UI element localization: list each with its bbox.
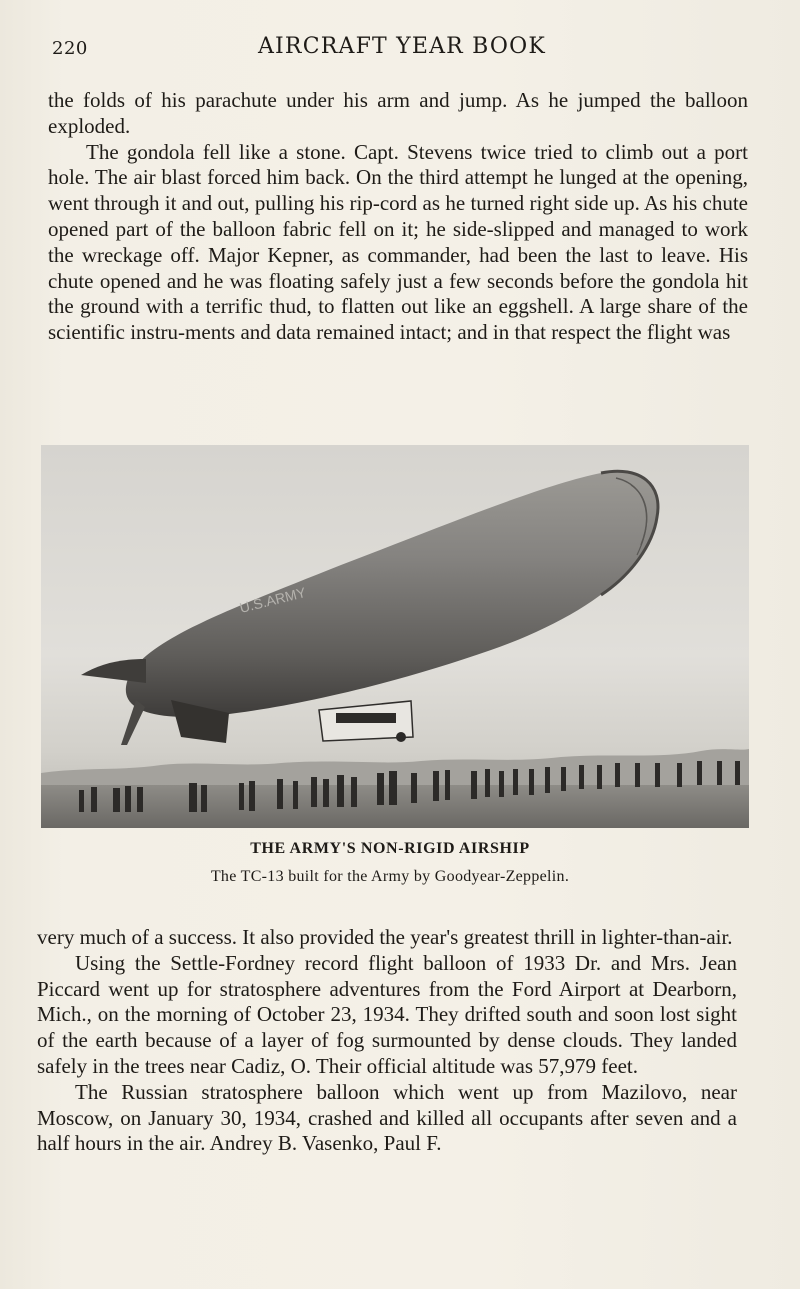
figure-caption-title: THE ARMY'S NON-RIGID AIRSHIP <box>250 840 530 857</box>
airship-photo-illustration <box>41 445 749 828</box>
paragraph-continued: the folds of his parachute under his arm and jump. As he jumped the balloon exploded. <box>48 88 748 138</box>
paragraph-russian-balloon: The Russian stratosphere balloon which went up from Mazilovo, near Moscow, on January 30, 1934, crashed and killed all occupants after seven and a half hours in the air. Andrey B. Vasenko, Paul F. <box>37 1079 737 1156</box>
paragraph-gondola: The gondola fell like a stone. Capt. Stevens twice tried to climb out a port hole. The air blast forced him back. On the third attempt he lunged at the opening, went through it and out, pulling his rip-cord as he turned right side up. As his chute opened part of the balloon fabric fell on it; he side-slipped and managed to work the wreckage off. Major Kepner, as commander, had been the last to leave. His chute opened and he was floating safely just a few seconds before the gondola hit the ground with a terrific thud, to flatten out like an eggshell. A large share of the scientific instru-ments and data remained intact; and in that respect the flight was <box>48 139 748 345</box>
book-title: AIRCRAFT YEAR BOOK <box>257 34 547 59</box>
page-number: 220 <box>52 38 88 59</box>
body-text-bottom <box>37 925 737 1157</box>
airship-photograph <box>41 445 749 828</box>
figure-caption-subtitle: The TC-13 built for the Army by Goodyear-Zeppelin. <box>210 868 570 885</box>
body-text-top <box>48 88 748 346</box>
running-head <box>52 34 752 64</box>
paragraph-success: very much of a success. It also provided the year's greatest thrill in lighter-than-air. <box>37 925 733 949</box>
hull-marking: U.S.ARMY <box>237 584 308 616</box>
paragraph-piccard: Using the Settle-Fordney record flight balloon of 1933 Dr. and Mrs. Jean Piccard went up for stratosphere adventures from the Ford Airport at Dearborn, Mich., on the morning of October 23, 1934. They drifted south and soon lost sight of the earth because of a layer of fog surmounted by dense clouds. They landed safely in the trees near Cadiz, O. Their official altitude was 57,979 feet. <box>37 950 737 1078</box>
